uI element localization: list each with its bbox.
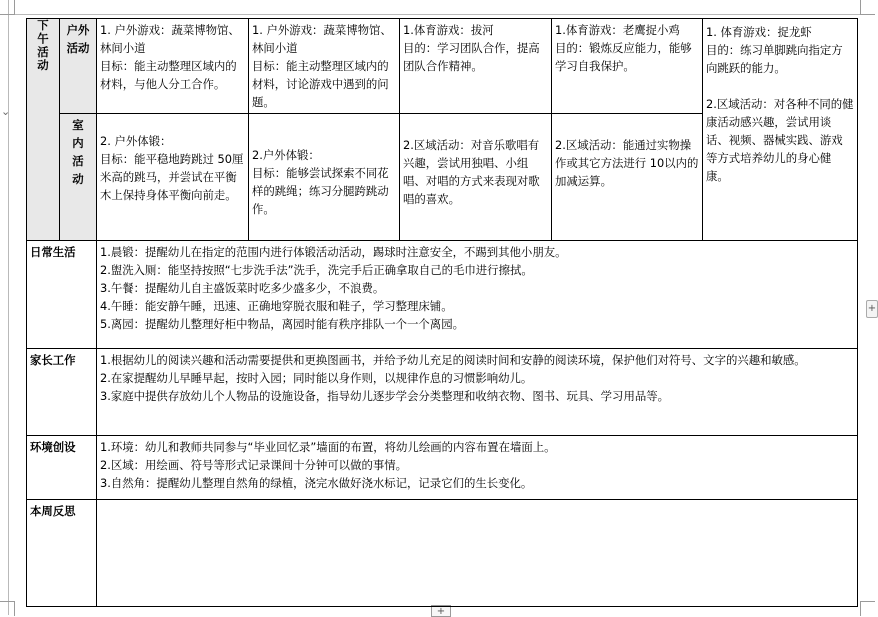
tue-indoor-cell[interactable]	[249, 114, 400, 241]
page-corner-top-left	[0, 0, 15, 15]
parent-work-item: 3.家庭中提供存放幼儿个人物品的设施设备，指导幼儿逐步学会分类整理和收纳衣物、图书、玩具、学习用品等。	[100, 389, 670, 403]
daily-life-item: 4.午睡：能安静午睡，迅速、正确地穿脱衣服和鞋子，学习整理床铺。	[100, 299, 453, 313]
thu-outdoor-cell[interactable]	[552, 19, 703, 114]
environment-item: 2.区域：用绘画、符号等形式记录课间十分钟可以做的事情。	[100, 458, 408, 472]
daily-life-cell[interactable]	[97, 241, 858, 349]
afternoon-activity-text: 下午活动	[36, 19, 50, 73]
parent-work-cell[interactable]	[97, 349, 858, 436]
mon-indoor-cell[interactable]	[97, 114, 249, 241]
page-left-edge	[8, 0, 9, 615]
outdoor-activity-text: 户外活动	[66, 23, 90, 55]
reflection-text: 本周反思	[30, 504, 76, 518]
add-row-button[interactable]: +	[431, 605, 451, 617]
parent-work-item: 1.根据幼儿的阅读兴趣和活动需要提供和更换图画书，并给予幼儿充足的阅读时间和安静的阅读环境，保护他们对符号、文字的兴趣和敏感。	[100, 353, 806, 367]
parent-work-item: 2.在家提醒幼儿早睡早起，按时入园；同时能以身作则，以规律作息的习惯影响幼儿。	[100, 371, 533, 385]
parent-work-label	[27, 349, 97, 436]
fri-activity-cell[interactable]	[703, 19, 858, 241]
wed-outdoor-text: 1.体育游戏：拔河 目的：学习团队合作，提高团队合作精神。	[403, 23, 540, 73]
mon-outdoor-text: 1. 户外游戏：蔬菜博物馆、林间小道 目标：能主动整理区域内的材料，与他人分工合作。	[100, 23, 240, 91]
daily-life-label	[27, 241, 97, 349]
daily-life-item: 3.午餐：提醒幼儿自主盛饭菜时吃多少盛多少，不浪费。	[100, 281, 385, 295]
daily-life-item: 5.离园：提醒幼儿整理好柜中物品，离园时能有秩序排队一个一个离园。	[100, 317, 464, 331]
tue-indoor-text: 2.户外体锻： 目标：能够尝试探索不同花样的跳绳；练习分腿跨跳动作。	[252, 148, 389, 216]
daily-life-text: 日常生活	[30, 245, 76, 259]
indoor-activity-text: 室内活动	[72, 118, 84, 186]
environment-text: 环境创设	[30, 440, 76, 454]
environment-label	[27, 436, 97, 500]
environment-item: 1.环境：幼儿和教师共同参与“毕业回忆录”墙面的布置，将幼儿绘画的内容布置在墙面上。	[100, 440, 556, 454]
thu-indoor-text: 2.区域活动：能通过实物操作或其它方法进行 10以内的加减运算。	[555, 138, 699, 188]
wed-indoor-text: 2.区域活动：对音乐歌唱有兴趣，尝试用独唱、小组唱、对唱的方式来表现对歌唱的喜欢。	[403, 138, 540, 206]
page-corner-bottom-left	[0, 601, 15, 616]
mon-outdoor-cell[interactable]	[97, 19, 249, 114]
page-corner-bottom-right	[860, 601, 875, 616]
page-corner-top-right	[860, 0, 875, 15]
text-cursor-marker: ⌄	[1, 105, 11, 118]
environment-item: 3.自然角：提醒幼儿整理自然角的绿植，浇完水做好浇水标记，记录它们的生长变化。	[100, 476, 533, 490]
wed-outdoor-cell[interactable]	[400, 19, 552, 114]
weekly-plan-table	[26, 18, 858, 607]
tue-outdoor-text: 1. 户外游戏：蔬菜博物馆、林间小道 目标：能主动整理区域内的材料，讨论游戏中遇到的问题。	[252, 23, 392, 109]
mon-indoor-text: 2. 户外体锻： 目标：能平稳地跨跳过 50厘米高的跳马，并尝试在平衡木上保持身体平衡向前走。	[100, 134, 244, 202]
reflection-cell[interactable]	[97, 500, 858, 607]
outdoor-activity-label	[60, 19, 97, 114]
tue-outdoor-cell[interactable]	[249, 19, 400, 114]
fri-activity-text: 1. 体育游戏：捉龙虾 目的：练习单脚跳向指定方向跳跃的能力。 2.区域活动：对各种不同的健康活动感兴趣，尝试用谈话、视频、器械实践、游戏等方式培养幼儿的身心健康。	[706, 25, 854, 183]
daily-life-item: 1.晨锻：提醒幼儿在指定的范围内进行体锻活动活动，踢球时注意安全，不踢到其他小朋友。	[100, 245, 567, 259]
thu-outdoor-text: 1.体育游戏：老鹰捉小鸡 目的：锻炼反应能力，能够学习自我保护。	[555, 23, 692, 73]
wed-indoor-cell[interactable]	[400, 114, 552, 241]
afternoon-activity-label	[27, 19, 60, 241]
environment-cell[interactable]	[97, 436, 858, 500]
daily-life-item: 2.盥洗入厕：能坚持按照“七步洗手法”洗手，洗完手后正确拿取自己的毛巾进行擦拭。	[100, 263, 533, 277]
reflection-label	[27, 500, 97, 607]
insert-column-handle[interactable]: +	[866, 300, 878, 318]
parent-work-text: 家长工作	[30, 353, 76, 367]
indoor-activity-label	[60, 114, 97, 241]
page-top-edge	[8, 14, 868, 15]
thu-indoor-cell[interactable]	[552, 114, 703, 241]
